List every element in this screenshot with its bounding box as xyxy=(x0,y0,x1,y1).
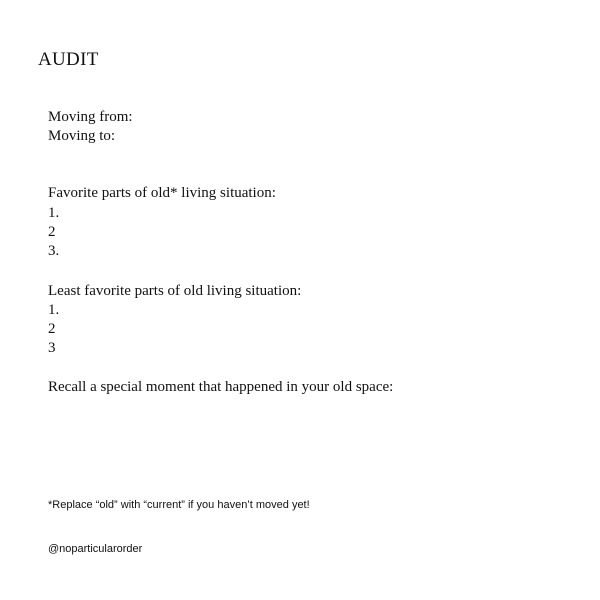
recall-prompt: Recall a special moment that happened in your old space: xyxy=(48,379,394,395)
favorite-parts-heading: Favorite parts of old* living situation: xyxy=(48,185,276,201)
footnote: *Replace “old” with “current” if you haven’t moved yet! xyxy=(48,499,310,511)
least-favorite-heading: Least favorite parts of old living situation: xyxy=(48,283,302,299)
moving-to-label: Moving to: xyxy=(48,128,116,144)
favorite-item-3: 3. xyxy=(48,243,60,259)
moving-from-label: Moving from: xyxy=(48,109,133,125)
favorite-item-2: 2 xyxy=(48,224,56,240)
author-handle: @noparticularorder xyxy=(48,543,143,555)
least-favorite-item-3: 3 xyxy=(48,340,56,356)
favorite-item-1: 1. xyxy=(48,205,60,221)
least-favorite-item-1: 1. xyxy=(48,302,60,318)
page-title: AUDIT xyxy=(38,49,99,70)
least-favorite-item-2: 2 xyxy=(48,321,56,337)
